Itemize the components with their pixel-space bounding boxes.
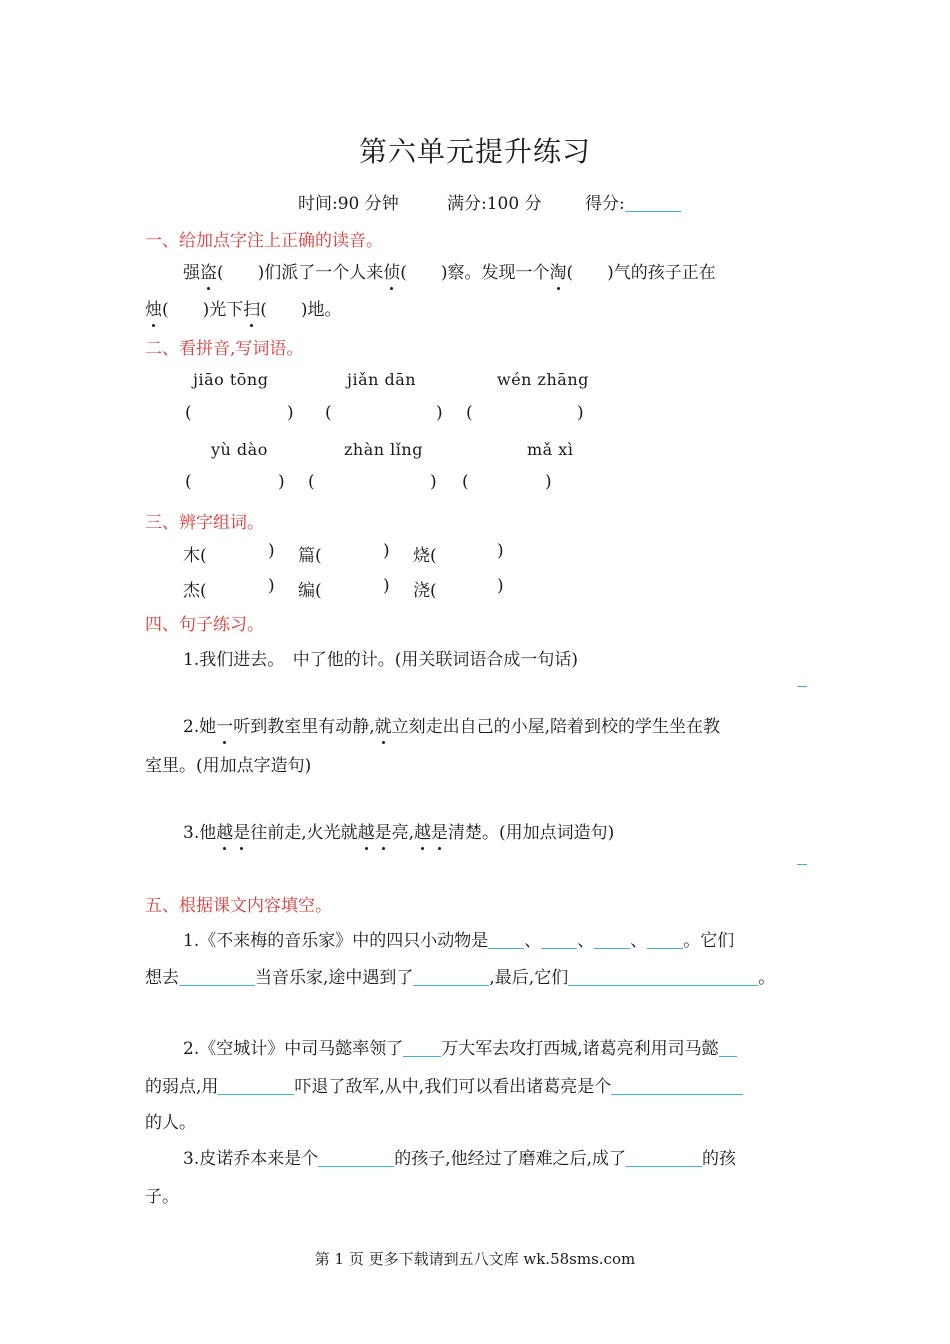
bracket-close: ) (287, 403, 294, 423)
s5-question-1-cont: 想去 当音乐家,途中遇到了 ,最后,它们 。 (145, 968, 776, 988)
s4-question-2: 2.她一听到教室里有动静,就立刻走出自己的小屋,陪着到校的学生坐在教 (183, 712, 720, 737)
bracket-open: ( (325, 403, 332, 423)
fill-blank[interactable] (594, 930, 630, 949)
fill-blank[interactable] (403, 1038, 441, 1057)
s4-question-1: 1.我们进去。 中了他的计。(用关联词语合成一句话) (183, 650, 578, 670)
fill-blank[interactable] (488, 930, 524, 949)
page-footer: 第 1 页 更多下载请到五八文库 wk.58sms.com (314, 1250, 636, 1268)
page-title: 第六单元提升练习 (358, 135, 591, 168)
fill-blank[interactable] (626, 1148, 702, 1167)
s5-question-2: 2.《空城计》中司马懿率领了 万大军去攻打西城,诸葛亮利用司马懿 (183, 1034, 737, 1059)
bracket-close: ) (545, 472, 552, 492)
section-3-heading: 三、辨字组词。 (145, 513, 264, 533)
answer-line-mark (797, 864, 807, 865)
answer-line-mark (797, 686, 807, 687)
fill-blank[interactable] (647, 930, 683, 949)
bracket-close: ) (278, 472, 285, 492)
pinyin-4: yù dào (211, 440, 268, 459)
pinyin-2: jiǎn dān (347, 370, 417, 389)
bracket-close: ) (383, 576, 390, 596)
s4-question-3: 3.他越是往前走,火光就越是亮,越是清楚。(用加点词造句) (183, 818, 614, 843)
bracket-open: ( (462, 472, 469, 492)
bracket-close: ) (430, 472, 437, 492)
fill-blank[interactable] (719, 1038, 737, 1057)
bracket-close: ) (268, 576, 275, 596)
char-item: 编( (298, 581, 322, 601)
bracket-close: ) (436, 403, 443, 423)
s5-question-3: 3.皮诺乔本来是个 的孩子,他经过了磨难之后,成了 的孩 (183, 1149, 737, 1169)
s1-line-2: 烛( )光下扫( )地。 (145, 295, 342, 320)
bracket-close: ) (383, 541, 390, 561)
bracket-close: ) (497, 576, 504, 596)
pinyin-3: wén zhāng (497, 370, 589, 389)
bracket-open: ( (466, 403, 473, 423)
s5-question-2-end: 的人。 (145, 1113, 196, 1133)
section-2-heading: 二、看拼音,写词语。 (145, 339, 304, 359)
pinyin-5: zhàn lǐng (344, 440, 423, 459)
s5-question-2-cont: 的弱点,用 吓退了敌军,从中,我们可以看出诸葛亮是个 (145, 1072, 743, 1097)
section-5-heading: 五、根据课文内容填空。 (145, 896, 332, 916)
pinyin-6: mǎ xì (527, 440, 574, 459)
fill-blank[interactable] (318, 1148, 394, 1167)
bracket-close: ) (497, 541, 504, 561)
s5-question-3-end: 子。 (145, 1187, 179, 1207)
char-item: 烧( (413, 546, 437, 566)
bracket-open: ( (308, 472, 315, 492)
fill-blank[interactable] (568, 967, 758, 986)
bracket-close: ) (577, 403, 584, 423)
fill-blank[interactable] (541, 930, 577, 949)
fill-blank[interactable] (218, 1076, 294, 1095)
score-blank[interactable] (625, 193, 681, 212)
time-limit: 时间:90 分钟 (298, 194, 399, 214)
bracket-open: ( (185, 472, 192, 492)
s4-question-2-cont: 室里。(用加点字造句) (145, 756, 312, 776)
full-score: 满分:100 分 (447, 194, 542, 214)
char-item: 篇( (298, 546, 322, 566)
char-item: 杰( (183, 581, 207, 601)
section-1-heading: 一、给加点字注上正确的读音。 (145, 231, 383, 251)
fill-blank[interactable] (611, 1076, 743, 1095)
char-item: 木( (183, 546, 207, 566)
bracket-close: ) (268, 541, 275, 561)
bracket-open: ( (185, 403, 192, 423)
score-label: 得分: (585, 189, 681, 214)
section-4-heading: 四、句子练习。 (145, 615, 264, 635)
s1-line-1: 强盗( )们派了一个人来侦( )察。发现一个淘( )气的孩子正在 (183, 258, 716, 283)
fill-blank[interactable] (413, 967, 489, 986)
s5-question-1: 1.《不来梅的音乐家》中的四只小动物是 、 、 、 。它们 (183, 931, 735, 951)
char-item: 浇( (413, 581, 437, 601)
pinyin-1: jiāo tōng (193, 370, 269, 389)
fill-blank[interactable] (179, 967, 255, 986)
